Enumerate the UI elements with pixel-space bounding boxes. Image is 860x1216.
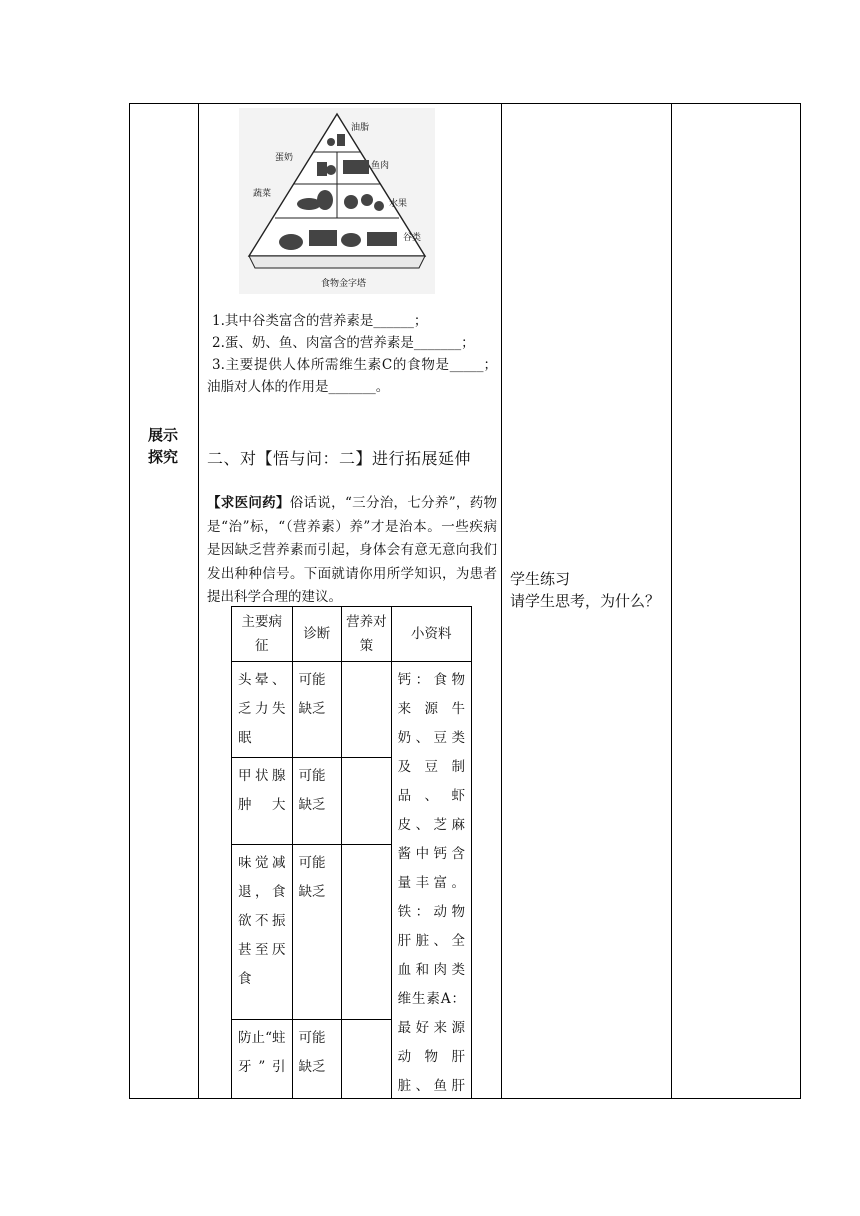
food-pyramid-image — [239, 108, 435, 294]
diagnosis-cell: 可能缺乏 — [292, 845, 342, 1020]
pyramid-caption: 食物金字塔 — [321, 279, 367, 289]
symptom-cell: 味觉减退，食欲不振甚至厌食 — [232, 845, 293, 1020]
section-title: 二、对【悟与问：二】进行拓展延伸 — [207, 449, 472, 468]
level-label: 水果 — [389, 199, 408, 209]
strategy-cell — [342, 758, 392, 845]
question-1: 1.其中谷类富含的营养素是______； — [212, 313, 428, 329]
symptom-cell: 甲状腺肿大 — [232, 758, 293, 845]
column-divider — [501, 104, 502, 1098]
table-header-row — [232, 607, 472, 662]
intro-paragraph — [207, 492, 497, 610]
strategy-cell — [342, 845, 392, 1020]
diagnosis-cell: 可能缺乏 — [292, 1020, 342, 1099]
activity-title: 学生练习 — [510, 570, 571, 588]
student-activity — [510, 568, 660, 612]
header-symptom: 主要病征 — [232, 607, 293, 662]
intro-lead: 【求医问药】 — [207, 495, 290, 511]
info-cell: 钙：食物来源牛奶、豆类及豆制品、虾皮、芝麻酱中钙含量丰富。铁：动物肝脏、全血和肉类维生素A：最好来源动物肝脏、鱼肝 — [391, 662, 471, 1099]
header-info: 小资料 — [391, 607, 471, 662]
table-row — [232, 662, 472, 758]
level-label: 谷类 — [403, 233, 422, 243]
column-divider — [671, 104, 672, 1098]
row-label: 展示探究 — [148, 426, 179, 466]
question-3: 3.主要提供人体所需维生素C的食物是_____；油脂对人体的作用是_______。 — [207, 357, 497, 395]
symptom-cell: 防止“蛀牙”引 — [232, 1020, 293, 1099]
level-label: 蔬菜 — [253, 189, 272, 199]
diagnosis-cell: 可能缺乏 — [292, 662, 342, 758]
lesson-table — [129, 103, 801, 1099]
symptom-cell: 头晕、乏力失眠 — [232, 662, 293, 758]
strategy-cell — [342, 662, 392, 758]
strategy-cell — [342, 1020, 392, 1099]
diagnosis-cell: 可能缺乏 — [292, 758, 342, 845]
activity-prompt: 请学生思考，为什么？ — [510, 592, 661, 610]
header-diagnosis: 诊断 — [292, 607, 342, 662]
level-label: 蛋奶 — [275, 153, 294, 163]
nutrition-table — [231, 606, 472, 1098]
question-2: 2.蛋、奶、鱼、肉富含的营养素是_______； — [212, 335, 475, 351]
intro-body: 俗话说，“三分治，七分养”，药物是“治”标，“（营养素）养”才是治本。一些疾病是因缺乏营养素而引起，身体会有意无意向我们发出种种信号。下面就请你用所学知识，为患者提出科学合理的建议。 — [207, 495, 498, 605]
pyramid-questions — [207, 310, 497, 398]
level-label: 油脂 — [351, 123, 370, 133]
level-label: 鱼肉 — [371, 161, 390, 171]
header-strategy: 营养对策 — [342, 607, 392, 662]
content-cell — [199, 104, 501, 1098]
